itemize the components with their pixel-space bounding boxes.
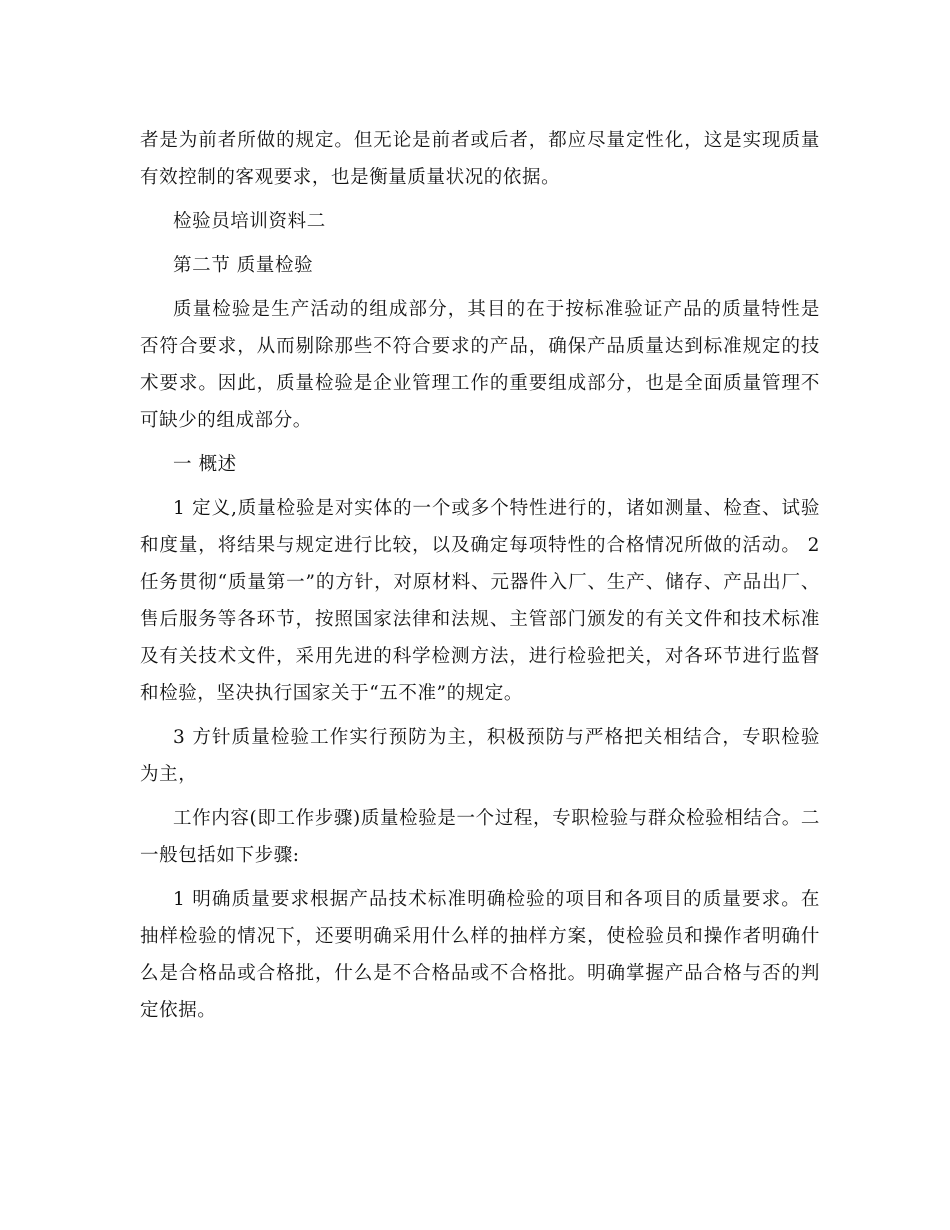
document-page [140, 122, 820, 1036]
section-heading-quality-inspection: 第二节 质量检验 [173, 255, 314, 276]
paragraph-work-content: 工作内容(即工作步骤)质量检验是一个过程，专职检验与群众检验相结合。二一般包括如下步骤: [140, 808, 820, 866]
paragraph-inspection-intro: 质量检验是生产活动的组成部分，其目的在于按标准验证产品的质量特性是否符合要求，从而剔除那些不符合要求的产品，确保产品质量达到标准规定的技术要求。因此，质量检验是企业管理工作的重要组成部分，也是全面质量管理不可缺少的组成部分。 [140, 299, 820, 431]
subheading-overview: 一 概述 [173, 454, 237, 475]
paragraph-definition-and-task: 1 定义,质量检验是对实体的一个或多个特性进行的，诸如测量、检查、试验和度量，将结果与规定进行比较，以及确定每项特性的合格情况所做的活动。 2 任务贯彻“质量第一”的方针，对原材料、元器件入厂、生产、储存、产品出厂、售后服务等各环节，按照国家法律和法规、主管部门颁发的有关文件和技术标准及有关技术文件，采用先进的科学检测方法，进行检验把关，对各环节进行监督和检验，坚决执行国家关于“五不准”的规定。 [140, 498, 820, 704]
paragraph-continuation: 者是为前者所做的规定。但无论是前者或后者，都应尽量定性化，这是实现质量有效控制的客观要求，也是衡量质量状况的依据。 [140, 130, 820, 188]
paragraph-quality-requirements: 1 明确质量要求根据产品技术标准明确检验的项目和各项目的质量要求。在抽样检验的情况下，还要明确采用什么样的抽样方案，使检验员和操作者明确什么是合格品或合格批，什么是不合格品或不合格批。明确掌握产品合格与否的判定依据。 [140, 889, 820, 1021]
section-heading-training-material: 检验员培训资料二 [173, 211, 326, 232]
paragraph-policy: 3 方针质量检验工作实行预防为主，积极预防与严格把关相结合，专职检验为主， [140, 727, 820, 785]
